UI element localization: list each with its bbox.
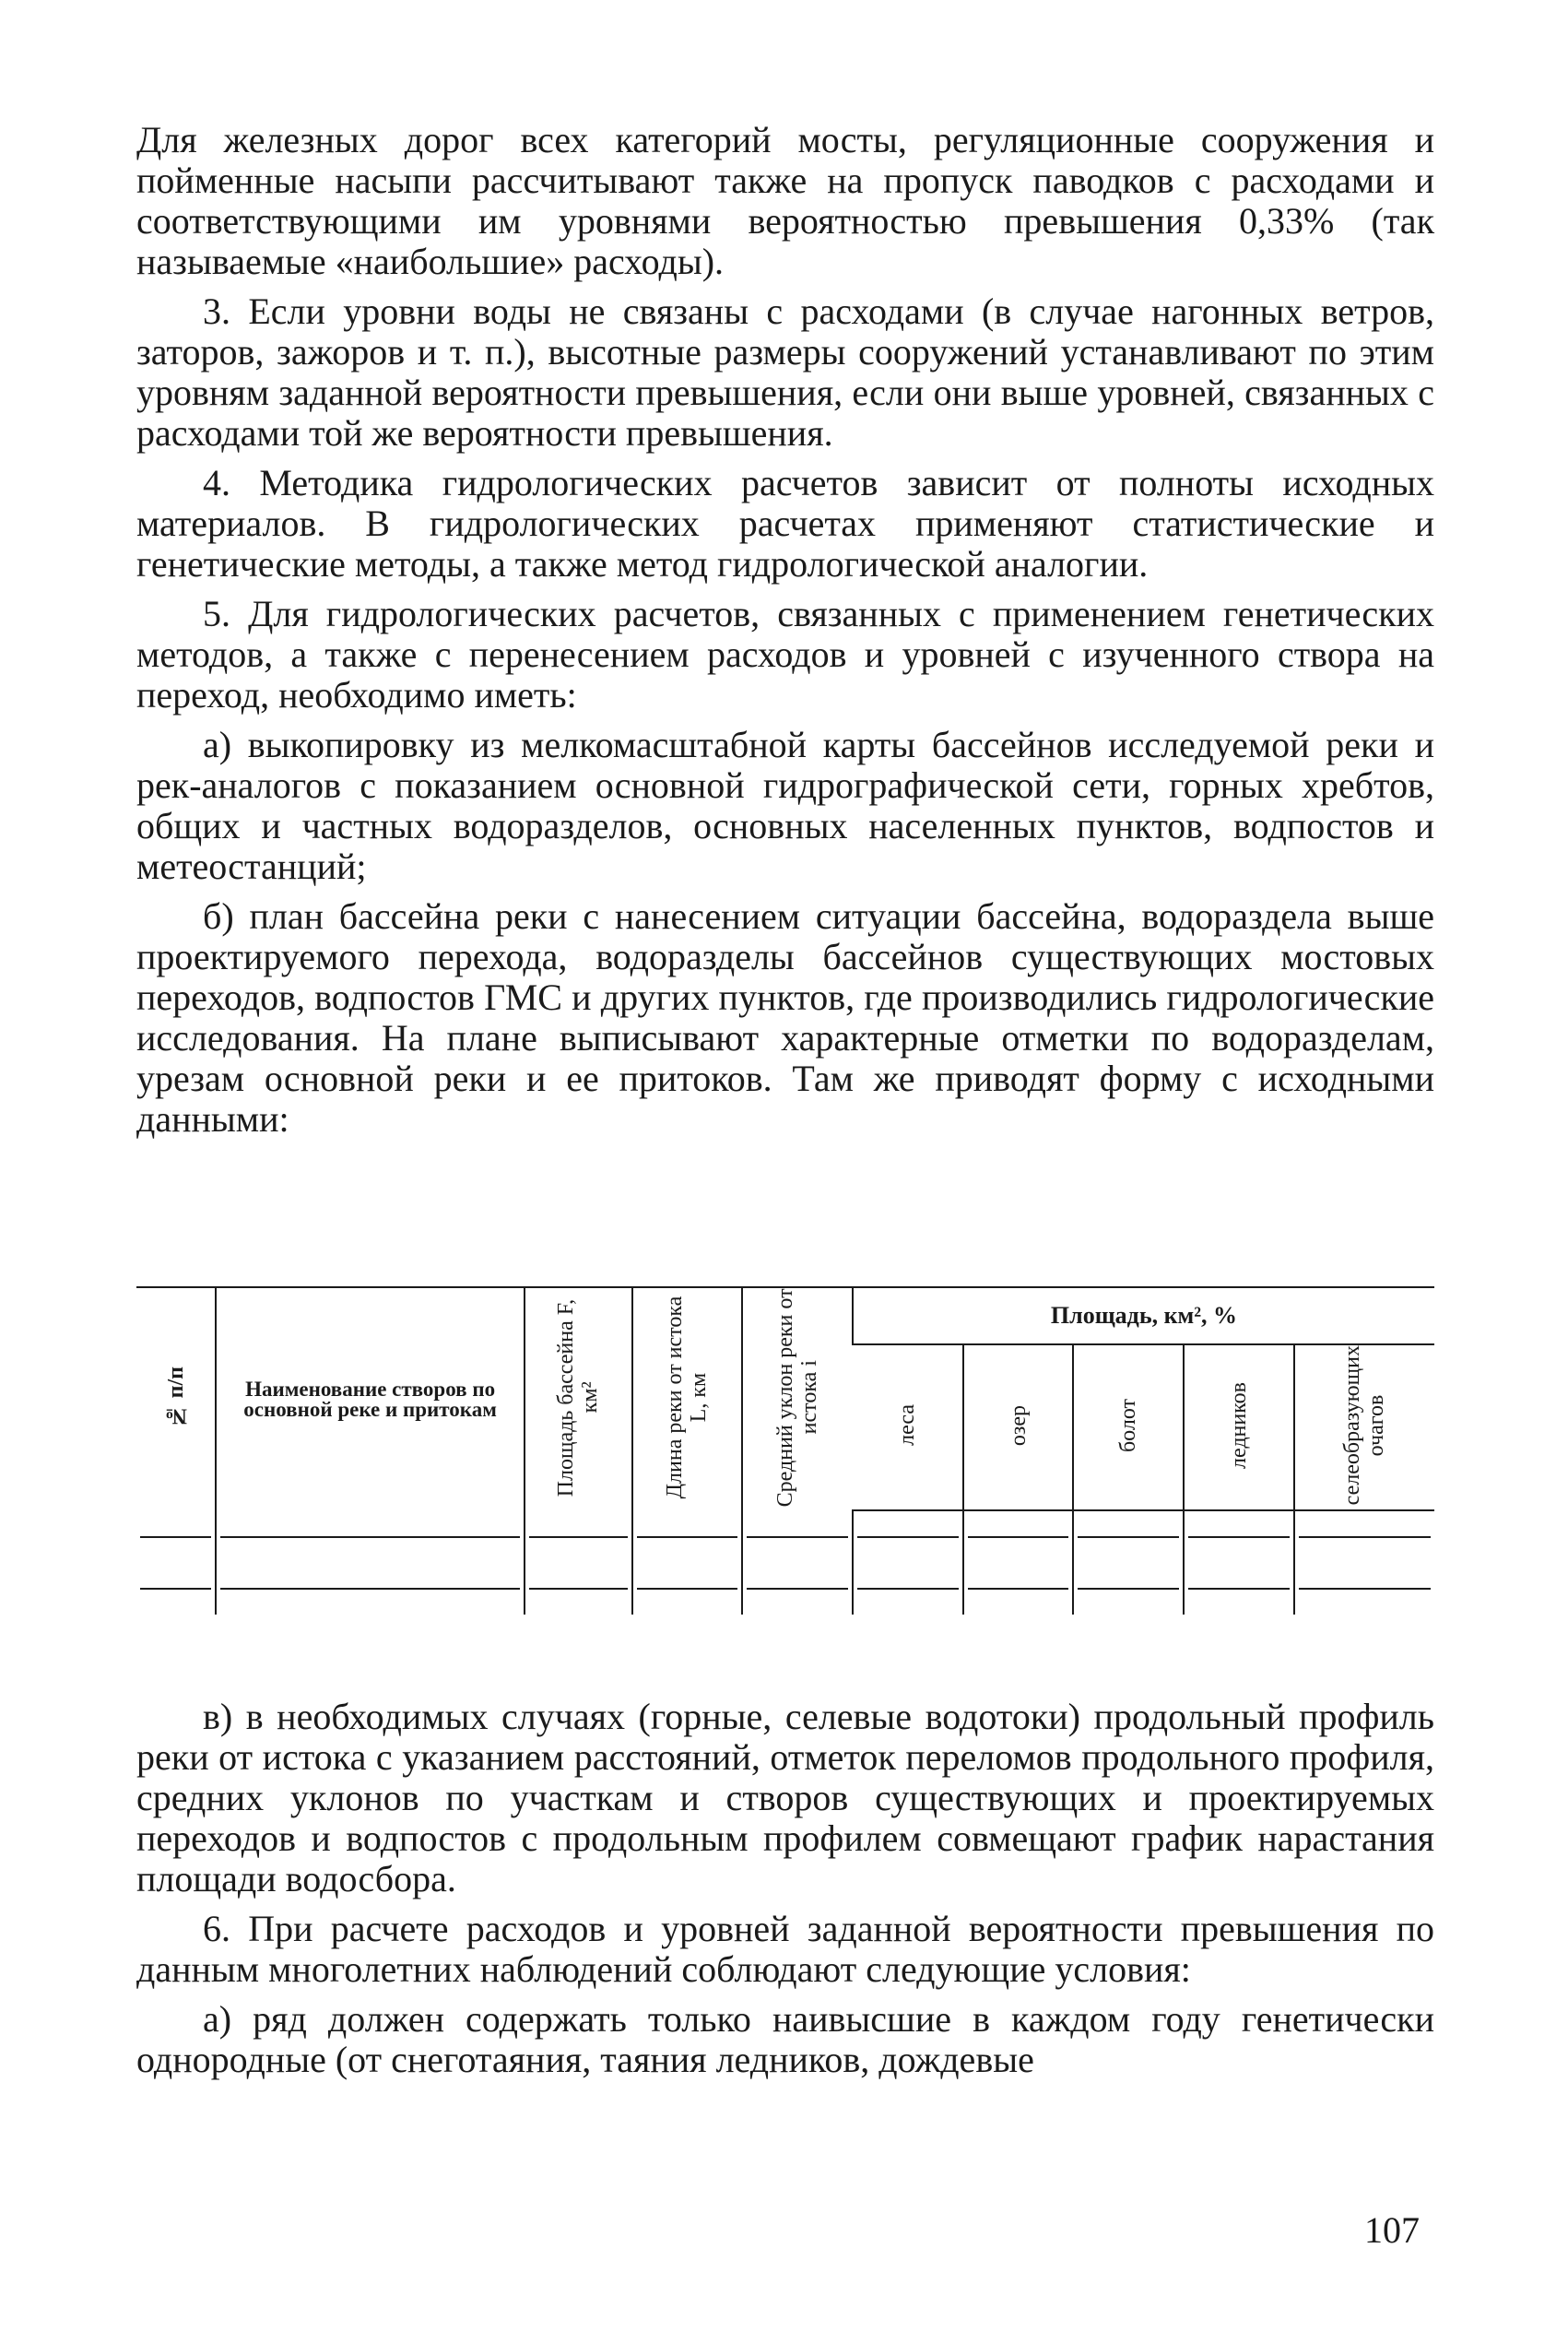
header-mudflow: селеобразующих очагов — [1294, 1344, 1434, 1510]
header-area-group: Площадь, км², % — [853, 1287, 1434, 1344]
header-swamps: болот — [1073, 1344, 1184, 1510]
paragraph-7: в) в необходимых случаях (горные, селевые водотоки) продольный профиль реки от истока с указанием расстояний, отметок переломов продольного профиля, средних уклонов по участкам и створов существующих и проектируемых переходов и водпостов с продольным профилем совмещают график нарастания площади водосбора. — [136, 1696, 1434, 1899]
page-number: 107 — [1364, 2209, 1420, 2251]
paragraph-8: 6. При расчете расходов и уровней заданной вероятности превышения по данным многолетних наблюдений соблюдают следующие условия: — [136, 1908, 1434, 1990]
header-length: Длина реки от истока L, км — [632, 1287, 743, 1510]
header-area: Площадь бассейна F, км² — [525, 1287, 632, 1510]
text-block-top — [136, 120, 1434, 1149]
header-slope: Средний уклон реки от истока i — [742, 1287, 853, 1510]
header-number: № п/п — [136, 1287, 216, 1510]
paragraph-1: Для железных дорог всех категорий мосты, регуляционные сооружения и пойменные насыпи рассчитывают также на пропуск паводков с расходами и соответствующими им уровнями вероятностью превышения 0,33% (так называемые «наибольшие» расходы). — [136, 119, 1434, 282]
header-name: Наименование створов по основной реке и притокам — [216, 1287, 525, 1510]
header-forest: леса — [853, 1344, 963, 1510]
table-row — [136, 1563, 1434, 1615]
header-glaciers: ледников — [1184, 1344, 1294, 1510]
form-table — [136, 1286, 1434, 1615]
paragraph-6: б) план бассейна реки с нанесением ситуации бассейна, водораздела выше проектируемого перехода, водоразделы бассейнов существующих мостовых переходов, водпостов ГМС и других пунктов, где производились гидрологические исследования. На плане выписывают характерные отметки по водоразделам, урезам основной реки и ее притоков. Там же приводят форму с исходными данными: — [136, 895, 1434, 1140]
source-data-form — [136, 1286, 1434, 1646]
header-lakes: озер — [963, 1344, 1074, 1510]
paragraph-2: 3. Если уровни воды не связаны с расходами (в случае нагонных ветров, заторов, зажоров и т. п.), высотные размеры сооружений устанавливают по этим уровням заданной вероятности превышения, если они выше уровней, связанных с расходами той же вероятности превышения. — [136, 290, 1434, 454]
paragraph-3: 4. Методика гидрологических расчетов зависит от полноты исходных материалов. В гидрологических расчетах применяют статистические и генетические методы, а также метод гидрологической аналогии. — [136, 462, 1434, 585]
paragraph-5: а) выкопировку из мелкомасштабной карты бассейнов исследуемой реки и рек-аналогов с показанием основной гидрографической сети, горных хребтов, общих и частных водоразделов, основных населенных пунктов, водпостов и метеостанций; — [136, 724, 1434, 887]
paragraph-9: а) ряд должен содержать только наивысшие в каждом году генетически однородные (от снеготаяния, таяния ледников, дождевые — [136, 1998, 1434, 2080]
paragraph-4: 5. Для гидрологических расчетов, связанных с применением генетических методов, а также с перенесением расходов и уровней с изученного створа на переход, необходимо иметь: — [136, 593, 1434, 716]
text-block-bottom — [136, 1697, 1434, 2089]
table-row — [136, 1510, 1434, 1563]
